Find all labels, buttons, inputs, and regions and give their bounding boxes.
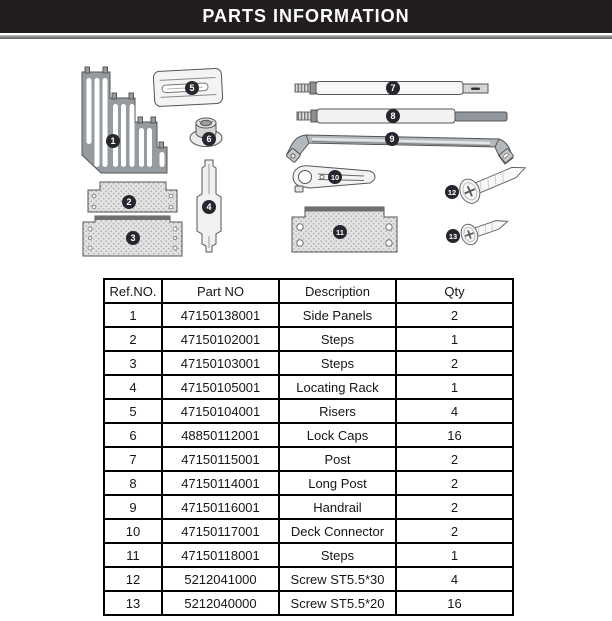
- cell-qty: 2: [396, 351, 513, 375]
- table-row: [104, 351, 513, 375]
- cell-qty: 16: [396, 423, 513, 447]
- table-row: [104, 303, 513, 327]
- cell-part: 47150138001: [162, 303, 279, 327]
- table-row: [104, 495, 513, 519]
- part-badge-number-1: 1: [110, 136, 116, 146]
- cell-qty: 1: [396, 543, 513, 567]
- cell-ref: 1: [104, 303, 162, 327]
- cell-desc: Handrail: [279, 495, 396, 519]
- cell-part: 5212041000: [162, 567, 279, 591]
- part-badge-number-12: 12: [447, 188, 457, 197]
- cell-qty: 1: [396, 375, 513, 399]
- cell-desc: Locating Rack: [279, 375, 396, 399]
- cell-ref: 13: [104, 591, 162, 615]
- part-badge-number-9: 9: [389, 134, 395, 144]
- cell-qty: 4: [396, 567, 513, 591]
- part-handrail: [286, 135, 514, 164]
- cell-ref: 10: [104, 519, 162, 543]
- part-badge-number-10: 10: [330, 173, 340, 182]
- parts-diagram: [0, 0, 612, 270]
- cell-desc: Steps: [279, 543, 396, 567]
- table-row: [104, 519, 513, 543]
- cell-part: 48850112001: [162, 423, 279, 447]
- part-badge-number-13: 13: [448, 232, 458, 241]
- cell-qty: 2: [396, 495, 513, 519]
- part-badge-number-6: 6: [206, 134, 212, 144]
- cell-part: 47150115001: [162, 447, 279, 471]
- cell-qty: 16: [396, 591, 513, 615]
- table-row: [104, 591, 513, 615]
- part-badge-number-8: 8: [390, 111, 396, 121]
- cell-part: 47150114001: [162, 471, 279, 495]
- page-title: PARTS INFORMATION: [202, 6, 410, 26]
- table-row: [104, 375, 513, 399]
- cell-part: 47150103001: [162, 351, 279, 375]
- cell-part: 47150102001: [162, 327, 279, 351]
- cell-part: 47150104001: [162, 399, 279, 423]
- cell-qty: 2: [396, 447, 513, 471]
- cell-ref: 4: [104, 375, 162, 399]
- cell-desc: Steps: [279, 351, 396, 375]
- cell-desc: Lock Caps: [279, 423, 396, 447]
- cell-ref: 6: [104, 423, 162, 447]
- part-badge-number-4: 4: [206, 202, 212, 212]
- cell-part: 47150117001: [162, 519, 279, 543]
- part-badge-number-7: 7: [390, 83, 396, 93]
- part-badge-number-5: 5: [189, 83, 195, 93]
- cell-part: 47150105001: [162, 375, 279, 399]
- table-row: [104, 543, 513, 567]
- cell-ref: 12: [104, 567, 162, 591]
- part-badge-number-2: 2: [126, 197, 132, 207]
- cell-part: 5212040000: [162, 591, 279, 615]
- table-row: [104, 567, 513, 591]
- cell-desc: Side Panels: [279, 303, 396, 327]
- cell-qty: 2: [396, 471, 513, 495]
- cell-desc: Screw ST5.5*30: [279, 567, 396, 591]
- table-row: [104, 447, 513, 471]
- col-header-qty: Qty: [396, 279, 513, 303]
- cell-ref: 9: [104, 495, 162, 519]
- cell-desc: Post: [279, 447, 396, 471]
- table-header-row: [104, 279, 513, 303]
- table-row: [104, 399, 513, 423]
- cell-desc: Screw ST5.5*20: [279, 591, 396, 615]
- table-row: [104, 423, 513, 447]
- cell-desc: Steps: [279, 327, 396, 351]
- cell-ref: 8: [104, 471, 162, 495]
- cell-desc: Risers: [279, 399, 396, 423]
- col-header-desc: Description: [279, 279, 396, 303]
- part-long-post: [297, 109, 507, 123]
- part-badge-number-11: 11: [336, 228, 344, 237]
- cell-ref: 5: [104, 399, 162, 423]
- cell-qty: 2: [396, 519, 513, 543]
- cell-ref: 11: [104, 543, 162, 567]
- cell-part: 47150116001: [162, 495, 279, 519]
- cell-qty: 1: [396, 327, 513, 351]
- col-header-part: Part NO: [162, 279, 279, 303]
- cell-ref: 7: [104, 447, 162, 471]
- cell-ref: 3: [104, 351, 162, 375]
- table-row: [104, 327, 513, 351]
- col-header-ref: Ref.NO.: [104, 279, 162, 303]
- cell-part: 47150118001: [162, 543, 279, 567]
- parts-table: [103, 278, 514, 616]
- cell-desc: Long Post: [279, 471, 396, 495]
- part-screw-st55-20: [458, 211, 511, 247]
- part-badge-number-3: 3: [130, 233, 136, 243]
- part-screw-st55-30: [456, 156, 530, 206]
- cell-qty: 4: [396, 399, 513, 423]
- cell-qty: 2: [396, 303, 513, 327]
- cell-desc: Deck Connector: [279, 519, 396, 543]
- table-row: [104, 471, 513, 495]
- cell-ref: 2: [104, 327, 162, 351]
